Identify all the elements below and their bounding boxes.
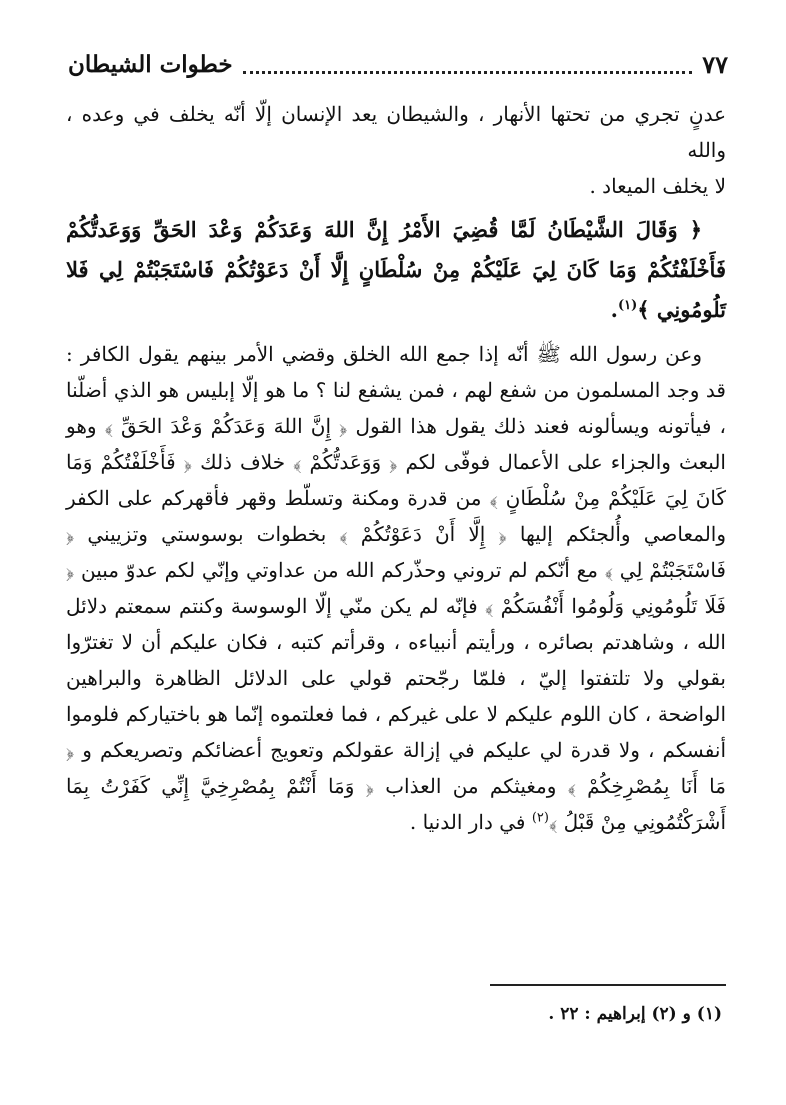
paragraph-1 <box>66 96 726 204</box>
quran-verse: ﴿ وَقَالَ الشَّيْطَانُ لَمَّا قُضِيَ الأَمْرُ إِنَّ اللهَ وَعَدَكُمْ وَعْدَ الحَقِّ وَوَعَدتُّكُمْ فَأَخْلَفْتُكُمْ وَمَا كَانَ لِيَ عَلَيْكُمْ مِنْ سُلْطَانٍ إِلَّا أَنْ دَعَوْتُكُمْ فَاسْتَجَبْتُمْ لِي فَلا تَلُومُونِي ﴾ <box>66 217 726 322</box>
header-title: خطوات الشيطان <box>68 50 233 78</box>
paragraph-line: لا يخلف الميعاد . <box>589 174 726 198</box>
page-body <box>66 96 726 846</box>
quran-verse-paragraph <box>66 210 726 330</box>
page-number: ٧٧ <box>702 49 728 79</box>
footnote-ref-2: (٢) <box>531 810 549 826</box>
commentary-paragraph <box>66 336 726 840</box>
paragraph-line: عدنٍ تجري من تحتها الأنهار ، والشيطان يعد الإنسان إلّا أنّه يخلف في وعده ، والله <box>66 102 726 162</box>
commentary-tail: في دار الدنيا . <box>409 810 532 834</box>
footnote-divider <box>490 984 726 986</box>
footnote: (١) و (٢) إبراهيم : ٢٢ . <box>548 1004 722 1024</box>
running-header <box>68 44 728 84</box>
verse-tail: . <box>610 297 618 322</box>
commentary-text: وعن رسول الله ﷺ أنّه إذا جمع الله الخلق وقضي الأمر بينهم يقول الكافر : قد وجد المسلمون من شفع لهم ، فمن يشفع لنا ؟ ما هو إلّا إبليس هو الذي أضلّنا ، فيأتونه ويسألونه فعند ذلك يقول هذا القول ﴿ إِنَّ اللهَ وَعَدَكُمْ وَعْدَ الحَقِّ ﴾ وهو البعث والجزاء على الأعمال فوفّى لكم ﴿ وَوَعَدتُّكُمْ ﴾ خلاف ذلك ﴿ فَأَخْلَفْتُكُمْ وَمَا كَانَ لِيَ عَلَيْكُمْ مِنْ سُلْطَانٍ ﴾ من قدرة ومكنة وتسلّط وقهر فأقهركم على الكفر والمعاصي وأُلجئكم إليها ﴿ إِلَّا أَنْ دَعَوْتُكُمْ ﴾ بخطوات بوسوستي وتزييني ﴿ فَاسْتَجَبْتُمْ لِي ﴾ مع أنّكم لم تروني وحذّركم الله من عداوتي وإنّي لكم عدوّ مبين ﴿ فَلَا تَلُومُونِي وَلُومُوا أَنْفُسَكُمْ ﴾ فإنّه لم يكن منّي إلّا الوسوسة وكنتم سمعتم دلائل الله ، وشاهدتم بصائره ، ورأيتم أنبياءه ، وقرأتم كتبه ، فكان عليكم أن لا تغترّوا بقولي ولا تلتفتوا إليّ ، فلمّا رجّحتم قولي على الدلائل الظاهرة والبراهين الواضحة ، كان اللوم عليكم لا على غيركم ، فما فعلتموه إنّما هو باختياركم فلوموا أنفسكم ، ولا قدرة لي عليكم في إزالة عقولكم وتعويج أعضائكم وتصريعكم و ﴿ مَا أَنَا بِمُصْرِخِكُمْ ﴾ ومغيثكم من العذاب ﴿ وَمَا أَنْتُمْ بِمُصْرِخِيَّ إِنِّي كَفَرْتُ بِمَا أَشْرَكْتُمُونِي مِنْ قَبْلُ ﴾ <box>66 342 727 834</box>
header-dot-leader <box>243 71 693 74</box>
footnote-ref-1: (١) <box>617 298 638 313</box>
